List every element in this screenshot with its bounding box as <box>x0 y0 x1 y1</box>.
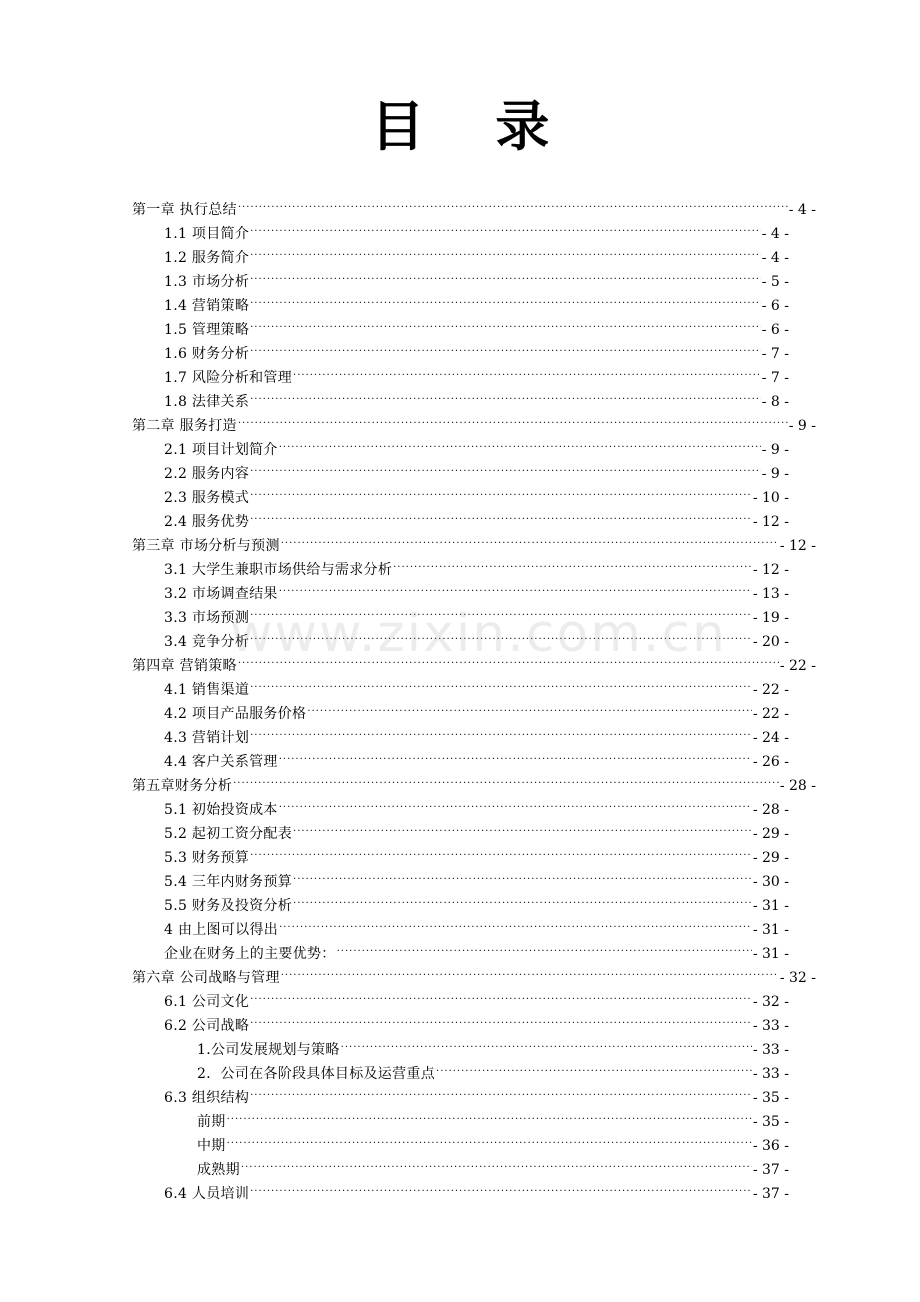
toc-section-5-6[interactable] <box>164 910 789 938</box>
toc-page-number: - 37 - <box>752 1186 789 1202</box>
toc-page-number: - 22 - <box>779 658 816 674</box>
toc-section-1-1[interactable] <box>164 214 789 242</box>
leader-dots <box>250 262 761 286</box>
toc-page-number: - 7 - <box>761 346 789 362</box>
toc-section-6-4[interactable] <box>164 1174 789 1202</box>
toc-chapter-5[interactable] <box>132 766 816 794</box>
leader-dots <box>227 1102 752 1126</box>
toc-page-number: - 30 - <box>752 874 789 890</box>
toc-page-number: - 33 - <box>752 1066 789 1082</box>
toc-label: 6.1 公司文化 <box>164 994 250 1010</box>
toc-section-4-4[interactable] <box>164 742 789 770</box>
toc-label: 3.3 市场预测 <box>164 610 250 626</box>
toc-section-2-3[interactable] <box>164 478 789 506</box>
toc-section-1-3[interactable] <box>164 262 789 290</box>
leader-dots <box>279 790 752 814</box>
toc-label: 第四章 营销策略 <box>132 658 237 674</box>
toc-label: 5.4 三年内财务预算 <box>164 874 293 890</box>
toc-label: 第五章财务分析 <box>132 778 233 794</box>
toc-label: 1.2 服务简介 <box>164 250 250 266</box>
toc-page-number: - 35 - <box>752 1114 789 1130</box>
toc-label: 前期 <box>197 1114 226 1130</box>
toc-label: 企业在财务上的主要优势： <box>164 946 336 962</box>
toc-page-number: - 29 - <box>752 826 789 842</box>
toc-section-5-3[interactable] <box>164 838 789 866</box>
toc-page-number: - 4 - <box>788 202 816 218</box>
toc-page-number: - 29 - <box>752 850 789 866</box>
toc-page-number: - 5 - <box>761 274 789 290</box>
toc-label: 1.8 法律关系 <box>164 394 250 410</box>
leader-dots <box>293 358 761 382</box>
leader-dots <box>250 1174 752 1198</box>
toc-label: 3.4 竞争分析 <box>164 634 250 650</box>
toc-label: 4.2 项目产品服务价格 <box>164 706 307 722</box>
toc-section-3-1[interactable] <box>164 550 789 578</box>
toc-label: 1.3 市场分析 <box>164 274 250 290</box>
leader-dots <box>293 814 752 838</box>
toc-section-3-4[interactable] <box>164 622 789 650</box>
toc-page-number: - 9 - <box>788 418 816 434</box>
toc-label: 5.2 起初工资分配表 <box>164 826 293 842</box>
toc-section-1-2[interactable] <box>164 238 789 266</box>
leader-dots <box>250 1006 752 1030</box>
toc-page-number: - 6 - <box>761 298 789 314</box>
toc-label: 成熟期 <box>197 1162 240 1178</box>
leader-dots <box>436 1054 752 1078</box>
leader-dots <box>250 670 752 694</box>
toc-section-4-3[interactable] <box>164 718 789 746</box>
toc-section-4-1[interactable] <box>164 670 789 698</box>
leader-dots <box>293 886 752 910</box>
toc-section-5-1[interactable] <box>164 790 789 818</box>
toc-label: 1.4 营销策略 <box>164 298 250 314</box>
toc-label: 1.6 财务分析 <box>164 346 250 362</box>
leader-dots <box>250 1078 752 1102</box>
toc-label: 3.2 市场调查结果 <box>164 586 278 602</box>
toc-page-number: - 31 - <box>752 922 789 938</box>
toc-page-number: - 26 - <box>752 754 789 770</box>
leader-dots <box>250 598 752 622</box>
leader-dots <box>227 1126 752 1150</box>
toc-subsection-6-3-3[interactable] <box>197 1150 789 1178</box>
toc-section-5-7[interactable] <box>164 934 789 962</box>
leader-dots <box>250 238 761 262</box>
toc-label: 4.4 客户关系管理 <box>164 754 278 770</box>
toc-label: 1.1 项目简介 <box>164 226 250 242</box>
toc-section-6-3[interactable] <box>164 1078 789 1106</box>
leader-dots <box>241 1150 752 1174</box>
toc-subsection-6-2-1[interactable] <box>197 1030 789 1058</box>
toc-page-number: - 9 - <box>761 466 789 482</box>
watermark: www.zixin.com.cn <box>230 604 727 664</box>
toc-section-5-2[interactable] <box>164 814 789 842</box>
toc-page-number: - 31 - <box>752 898 789 914</box>
leader-dots <box>307 694 751 718</box>
leader-dots <box>279 910 752 934</box>
toc-page-number: - 12 - <box>752 514 789 530</box>
toc-label: 4.1 销售渠道 <box>164 682 250 698</box>
toc-subsection-6-2-2[interactable] <box>197 1054 789 1082</box>
toc-chapter-6[interactable] <box>132 958 816 986</box>
leader-dots <box>238 190 788 214</box>
toc-label: 1.5 管理策略 <box>164 322 250 338</box>
toc-label: 2.4 服务优势 <box>164 514 250 530</box>
leader-dots <box>341 1030 752 1054</box>
toc-subsection-6-3-2[interactable] <box>197 1126 789 1154</box>
leader-dots <box>250 622 752 646</box>
toc-section-1-8[interactable] <box>164 382 789 410</box>
toc-label: 2.3 服务模式 <box>164 490 250 506</box>
leader-dots <box>250 982 752 1006</box>
leader-dots <box>238 646 779 670</box>
toc-section-6-2[interactable] <box>164 1006 789 1034</box>
toc-page-number: - 19 - <box>752 610 789 626</box>
toc-section-1-4[interactable] <box>164 286 789 314</box>
leader-dots <box>279 430 761 454</box>
toc-chapter-1[interactable] <box>132 190 816 218</box>
toc-label: 第三章 市场分析与预测 <box>132 538 280 554</box>
leader-dots <box>250 838 752 862</box>
toc-page-number: - 4 - <box>761 250 789 266</box>
toc-page-number: - 31 - <box>752 946 789 962</box>
leader-dots <box>279 574 752 598</box>
toc-section-3-3[interactable] <box>164 598 789 626</box>
toc-section-5-4[interactable] <box>164 862 789 890</box>
toc-page-number: - 8 - <box>761 394 789 410</box>
toc-section-4-2[interactable] <box>164 694 789 722</box>
page-title: 目 录 <box>370 95 576 158</box>
toc-page-number: - 9 - <box>761 442 789 458</box>
toc-section-6-1[interactable] <box>164 982 789 1010</box>
toc-section-1-7[interactable] <box>164 358 789 386</box>
toc-label: 中期 <box>197 1138 226 1154</box>
toc-chapter-4[interactable] <box>132 646 816 674</box>
toc-page-number: - 37 - <box>752 1162 789 1178</box>
toc-page-number: - 22 - <box>752 706 789 722</box>
toc-page-number: - 24 - <box>752 730 789 746</box>
toc-label: 2．公司在各阶段具体目标及运营重点 <box>197 1066 436 1082</box>
leader-dots <box>250 478 752 502</box>
leader-dots <box>238 406 788 430</box>
leader-dots <box>250 718 752 742</box>
toc-label: 5.5 财务及投资分析 <box>164 898 293 914</box>
toc-label: 2.2 服务内容 <box>164 466 250 482</box>
toc-chapter-2[interactable] <box>132 406 816 434</box>
leader-dots <box>250 214 761 238</box>
leader-dots <box>250 382 761 406</box>
toc-page-number: - 35 - <box>752 1090 789 1106</box>
toc-page-number: - 20 - <box>752 634 789 650</box>
leader-dots <box>337 934 752 958</box>
toc-label: 3.1 大学生兼职市场供给与需求分析 <box>164 562 393 578</box>
toc-page-number: - 32 - <box>779 970 816 986</box>
leader-dots <box>281 958 779 982</box>
toc-label: 2.1 项目计划简介 <box>164 442 278 458</box>
toc-section-5-5[interactable] <box>164 886 789 914</box>
toc-section-1-6[interactable] <box>164 334 789 362</box>
toc-page-number: - 22 - <box>752 682 789 698</box>
leader-dots <box>250 502 752 526</box>
toc-label: 第六章 公司战略与管理 <box>132 970 280 986</box>
toc-label: 1.公司发展规划与策略 <box>197 1042 340 1058</box>
toc-page-number: - 12 - <box>779 538 816 554</box>
leader-dots <box>233 766 779 790</box>
toc-page-number: - 33 - <box>752 1018 789 1034</box>
toc-section-1-5[interactable] <box>164 310 789 338</box>
toc-page-number: - 4 - <box>761 226 789 242</box>
toc-page-number: - 36 - <box>752 1138 789 1154</box>
leader-dots <box>250 286 761 310</box>
toc-page-number: - 10 - <box>752 490 789 506</box>
leader-dots <box>281 526 779 550</box>
toc-chapter-3[interactable] <box>132 526 816 554</box>
toc-label: 6.3 组织结构 <box>164 1090 250 1106</box>
toc-label: 5.3 财务预算 <box>164 850 250 866</box>
toc-label: 5.1 初始投资成本 <box>164 802 278 818</box>
toc-label: 4.3 营销计划 <box>164 730 250 746</box>
toc-label: 第二章 服务打造 <box>132 418 237 434</box>
toc-page-number: - 7 - <box>761 370 789 386</box>
leader-dots <box>250 310 761 334</box>
toc-label: 6.4 人员培训 <box>164 1186 250 1202</box>
toc-section-2-1[interactable] <box>164 430 789 458</box>
toc-page-number: - 33 - <box>752 1042 789 1058</box>
toc-section-2-2[interactable] <box>164 454 789 482</box>
leader-dots <box>293 862 752 886</box>
leader-dots <box>250 454 761 478</box>
toc-page-number: - 12 - <box>752 562 789 578</box>
leader-dots <box>393 550 752 574</box>
toc-page-number: - 6 - <box>761 322 789 338</box>
toc-page-number: - 32 - <box>752 994 789 1010</box>
toc-section-2-4[interactable] <box>164 502 789 530</box>
toc-label: 6.2 公司战略 <box>164 1018 250 1034</box>
toc-page-number: - 28 - <box>779 778 816 794</box>
toc-label: 第一章 执行总结 <box>132 202 237 218</box>
toc-subsection-6-3-1[interactable] <box>197 1102 789 1130</box>
toc-label: 4 由上图可以得出 <box>164 922 279 938</box>
toc-section-3-2[interactable] <box>164 574 789 602</box>
toc-page-number: - 28 - <box>752 802 789 818</box>
toc-page-number: - 13 - <box>752 586 789 602</box>
toc-label: 1.7 风险分析和管理 <box>164 370 293 386</box>
leader-dots <box>250 334 761 358</box>
leader-dots <box>279 742 752 766</box>
